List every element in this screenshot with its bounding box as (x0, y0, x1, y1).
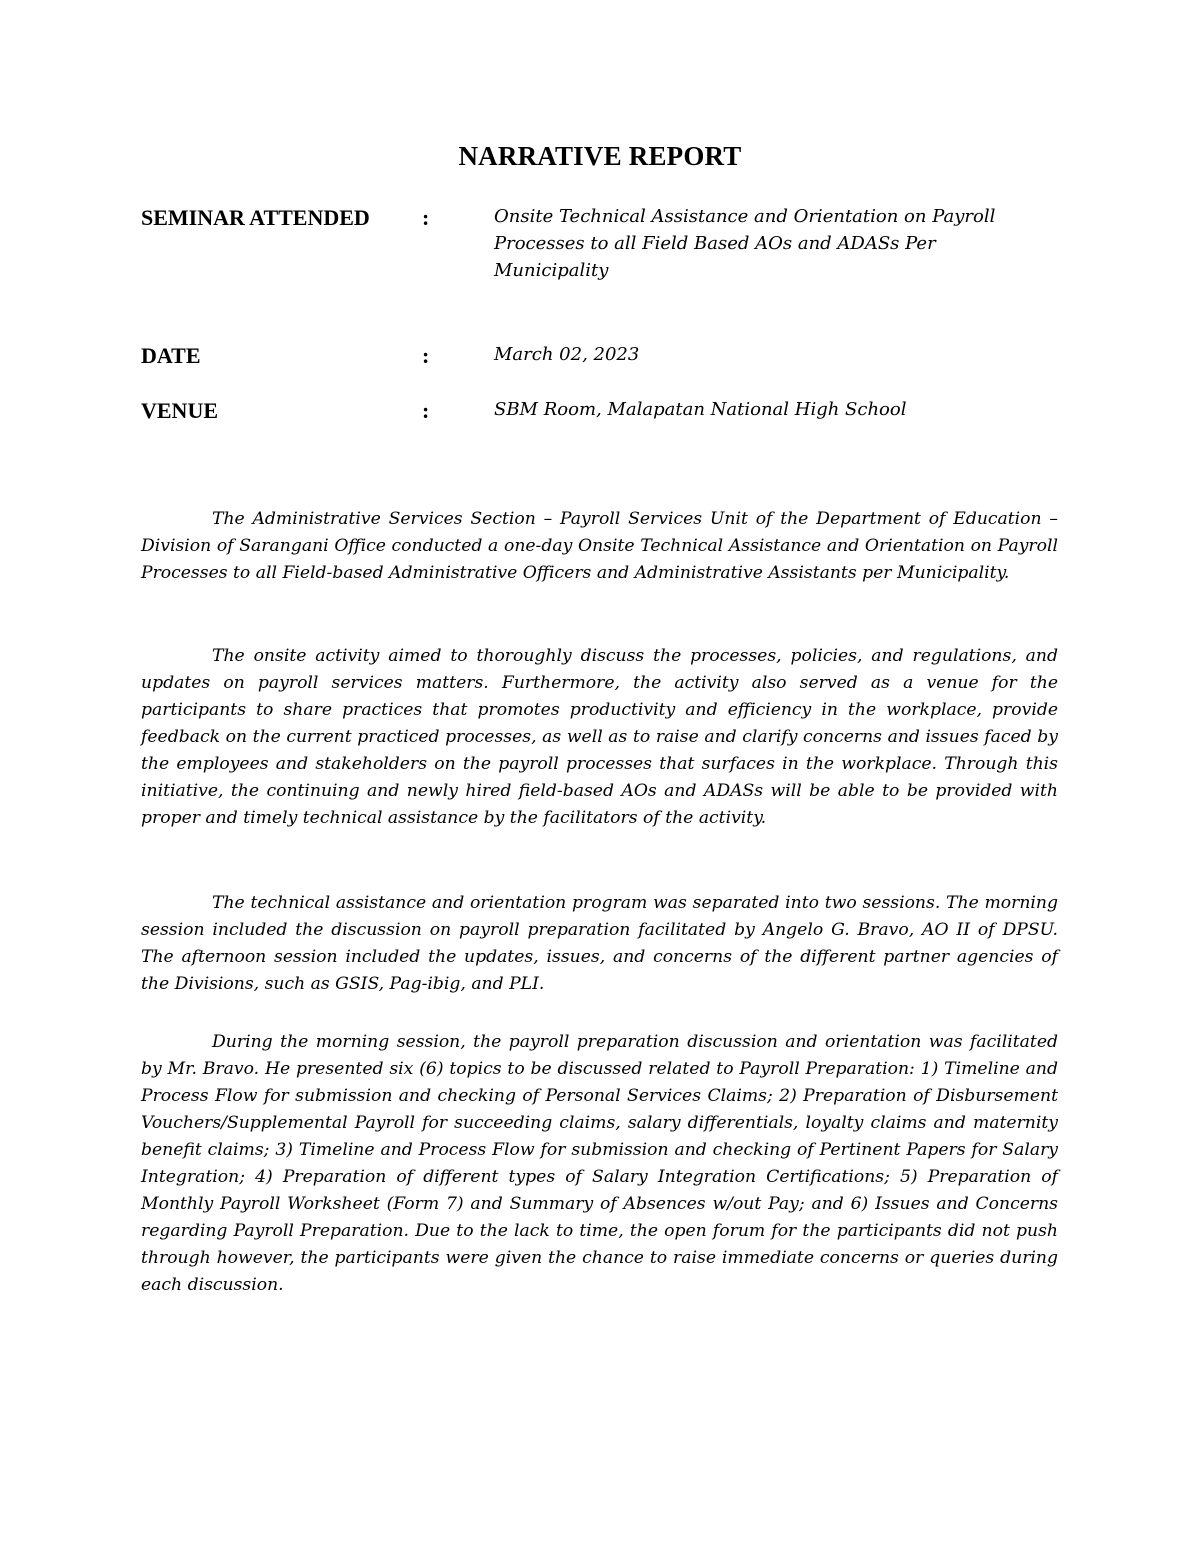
seminar-value: Onsite Technical Assistance and Orientation on Payroll Processes to all Field Based AOs and ADASs Per Municipality (494, 206, 996, 281)
venue-value: SBM Room, Malapatan National High School (494, 399, 907, 420)
date-label: DATE (141, 343, 201, 368)
venue-label: VENUE (141, 398, 219, 423)
body-paragraph: During the morning session, the payroll preparation discussion and orientation was facilitated by Mr. Bravo. He presented six (6) topics to be discussed related to Payroll Preparation: 1) Timeline and Process Flow for submission and checking of Personal Services Claims; 2) Preparation of Disbursement Vouchers/Supplemental Payroll for succeeding claims, salary differentials, loyalty claims and maternity benefit claims; 3) Timeline and Process Flow for submission and checking of Pertinent Papers for Salary Integration; 4) Preparation of different types of Salary Integration Certifications; 5) Preparation of Monthly Payroll Worksheet (Form 7) and Summary of Absences w/out Pay; and 6) Issues and Concerns regarding Payroll Preparation. Due to the lack to time, the open forum for the participants did not push through however, the participants were given the chance to raise immediate concerns or queries during each discussion. (141, 1032, 1058, 1295)
seminar-label: SEMINAR ATTENDED (141, 205, 370, 230)
seminar-colon: : (422, 205, 430, 230)
body-paragraph: The Administrative Services Section – Payroll Services Unit of the Department of Education – Division of Sarangani Office conducted a one-day Onsite Technical Assistance and Orientation on Payroll Processes to all Field-based Administrative Officers and Administrative Assistants per Municipality. (141, 509, 1058, 583)
date-value: March 02, 2023 (494, 344, 640, 365)
date-colon: : (422, 343, 430, 368)
document-title: NARRATIVE REPORT (458, 141, 742, 171)
body-paragraph: The technical assistance and orientation program was separated into two sessions. The morning session included the discussion on payroll preparation facilitated by Angelo G. Bravo, AO II of DPSU. The afternoon session included the updates, issues, and concerns of the different partner agencies of the Divisions, such as GSIS, Pag-ibig, and PLI. (141, 893, 1058, 994)
venue-colon: : (422, 398, 430, 423)
body-paragraph: The onsite activity aimed to thoroughly discuss the processes, policies, and regulations, and updates on payroll services matters. Furthermore, the activity also served as a venue for the participants to share practices that promotes productivity and efficiency in the workplace, provide feedback on the current practiced processes, as well as to raise and clarify concerns and issues faced by the employees and stakeholders on the payroll processes that surfaces in the workplace. Through this initiative, the continuing and newly hired field-based AOs and ADASs will be able to be provided with proper and timely technical assistance by the facilitators of the activity. (141, 646, 1058, 828)
